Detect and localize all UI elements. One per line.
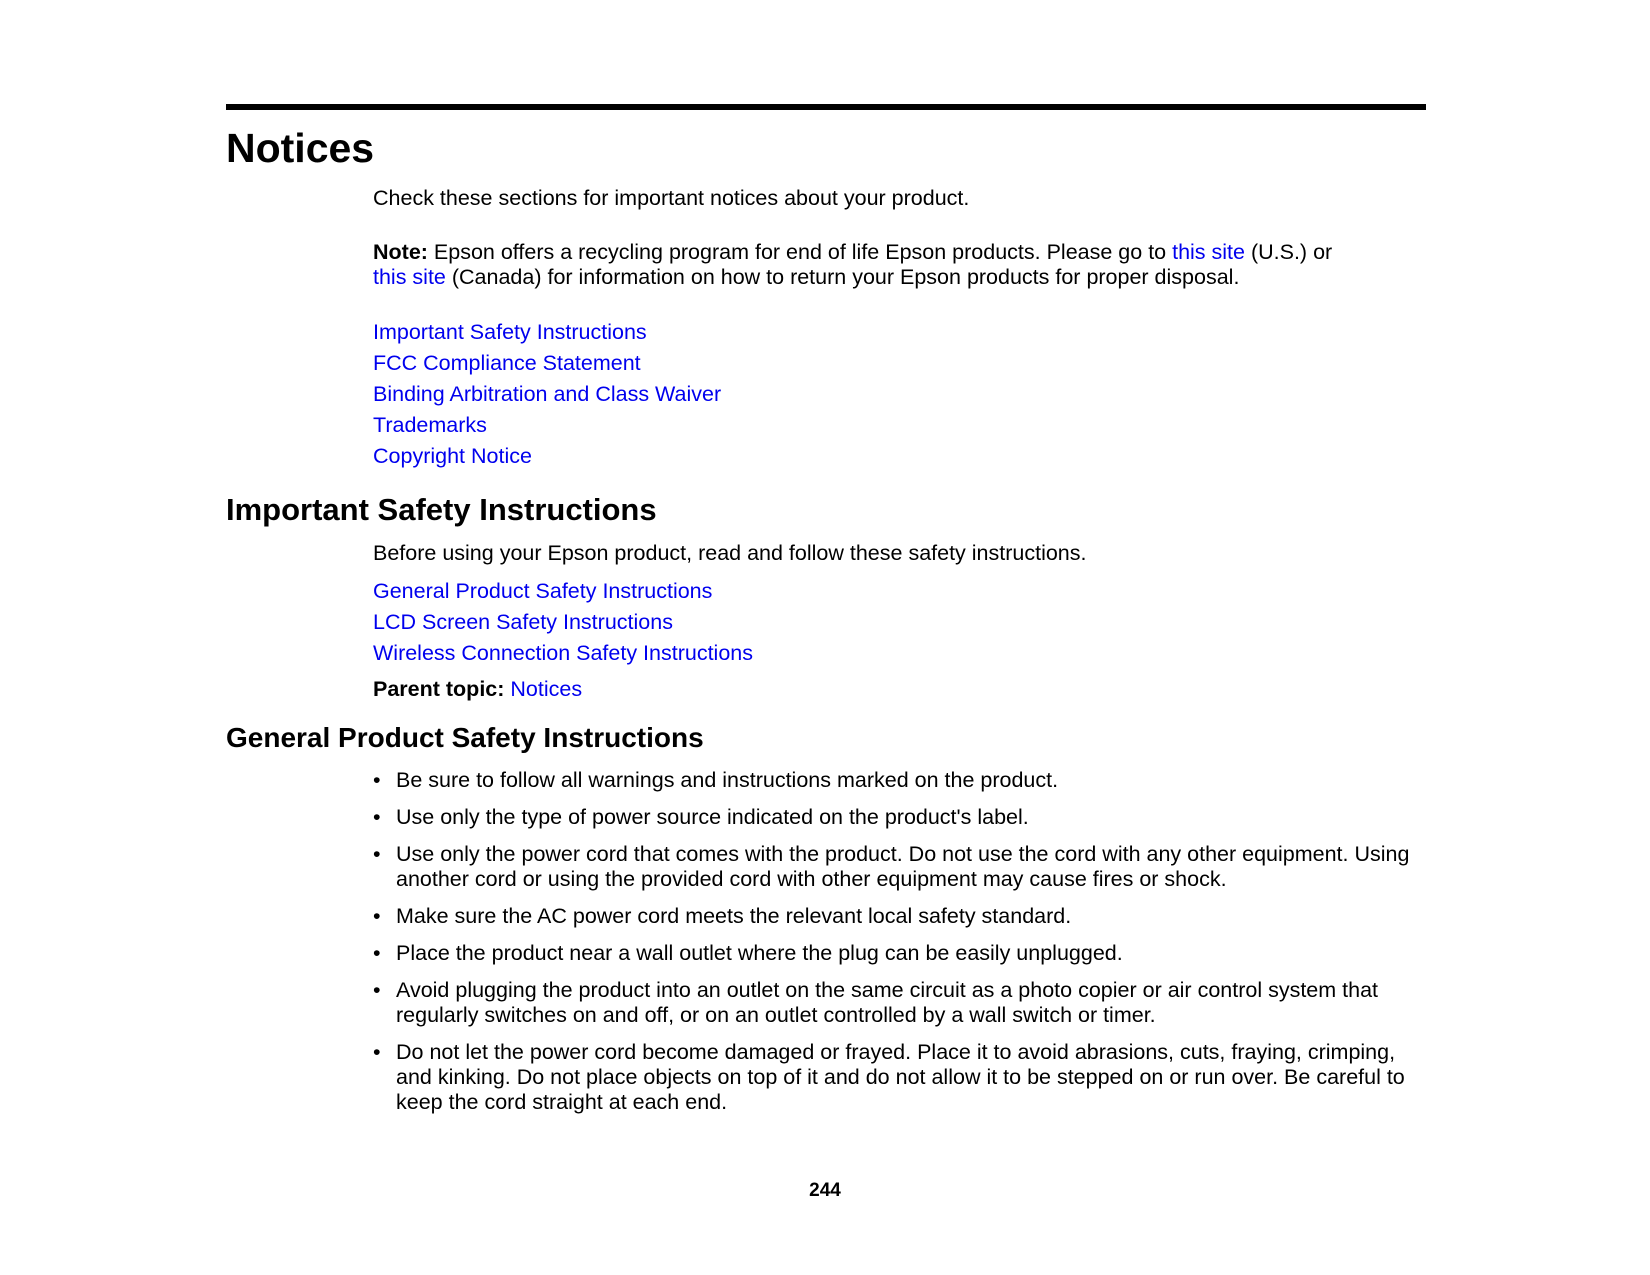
link-important-safety[interactable]: Important Safety Instructions	[373, 320, 647, 344]
list-item: • Do not let the power cord become damaged or frayed. Place it to avoid abrasions, cuts, fraying, crimping, and kinking. Do not place objects on top of it and do not allow it to be stepped on or run over. Be careful to keep the cord straight at each end.	[373, 1040, 1405, 1114]
link-lcd-screen-safety[interactable]: LCD Screen Safety Instructions	[373, 610, 673, 634]
note-text-2: (U.S.) or	[1244, 240, 1333, 264]
list-item: • Place the product near a wall outlet where the plug can be easily unplugged.	[373, 941, 1123, 965]
bullet-icon: •	[373, 768, 381, 792]
link-wireless-connection-safety[interactable]: Wireless Connection Safety Instructions	[373, 641, 753, 665]
recycling-note	[373, 240, 1443, 290]
general-safety-list	[373, 768, 1433, 1127]
list-item: • Be sure to follow all warnings and instructions marked on the product.	[373, 768, 1059, 792]
parent-topic-label: Parent topic:	[373, 677, 505, 701]
note-label: Note:	[373, 240, 428, 264]
notices-link-list	[373, 317, 721, 472]
bullet-icon: •	[373, 904, 381, 928]
notices-intro: Check these sections for important notices about your product.	[373, 186, 970, 210]
this-site-us-link[interactable]: this site	[1172, 240, 1245, 264]
title-rule	[226, 104, 1426, 110]
list-item: • Use only the power cord that comes with the product. Do not use the cord with any other equipment. Using another cord or using the provided cord with other equipment may cause fires or shock.	[373, 842, 1410, 891]
link-general-product-safety[interactable]: General Product Safety Instructions	[373, 579, 713, 603]
list-item: • Use only the type of power source indicated on the product's label.	[373, 805, 1029, 829]
link-copyright-notice[interactable]: Copyright Notice	[373, 444, 532, 468]
link-fcc-compliance[interactable]: FCC Compliance Statement	[373, 351, 641, 375]
section-title-general-safety: General Product Safety Instructions	[226, 722, 704, 753]
list-item: • Avoid plugging the product into an outlet on the same circuit as a photo copier or air control system that regularly switches on and off, or on an outlet controlled by a wall switch or timer.	[373, 978, 1378, 1027]
parent-topic-notices-link[interactable]: Notices	[510, 677, 583, 701]
safety-intro: Before using your Epson product, read and follow these safety instructions.	[373, 541, 1087, 565]
link-binding-arbitration[interactable]: Binding Arbitration and Class Waiver	[373, 382, 722, 406]
section-title-important-safety: Important Safety Instructions	[226, 492, 657, 527]
bullet-icon: •	[373, 941, 381, 965]
note-text-1: Epson offers a recycling program for end of life Epson products. Please go to	[427, 240, 1173, 264]
parent-topic	[373, 677, 582, 702]
bullet-icon: •	[373, 842, 381, 866]
list-item: • Make sure the AC power cord meets the relevant local safety standard.	[373, 904, 1072, 928]
note-text-3: (Canada) for information on how to return your Epson products for proper disposal.	[445, 265, 1240, 289]
page-title: Notices	[226, 125, 375, 171]
bullet-icon: •	[373, 805, 381, 829]
page-number: 244	[809, 1180, 841, 1201]
link-trademarks[interactable]: Trademarks	[373, 413, 487, 437]
bullet-icon: •	[373, 1040, 381, 1064]
safety-link-list	[373, 576, 753, 669]
bullet-icon: •	[373, 978, 381, 1002]
this-site-canada-link[interactable]: this site	[373, 265, 446, 289]
